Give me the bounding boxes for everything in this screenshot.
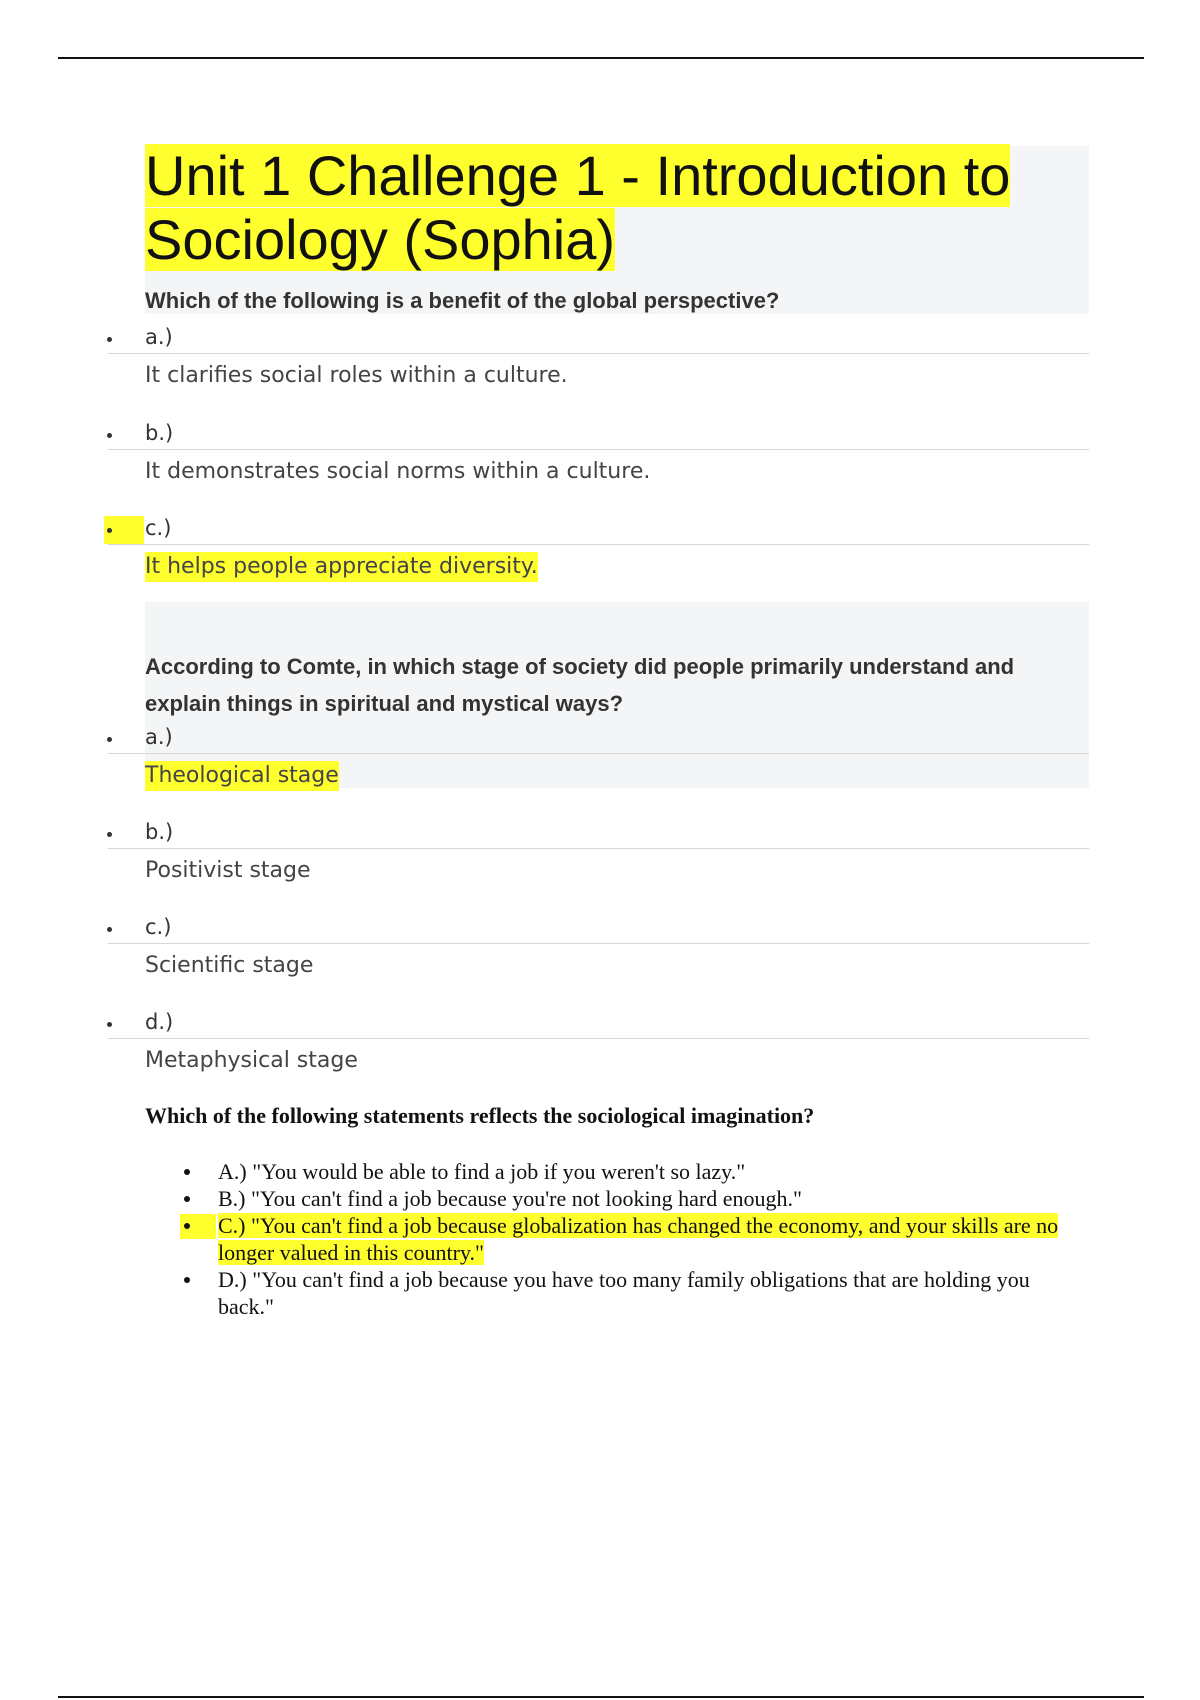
q1-option-a[interactable] (0, 323, 1200, 413)
q1-option-b[interactable] (0, 419, 1200, 509)
header-rule (58, 57, 1144, 59)
document-title-text: Unit 1 Challenge 1 - Introduction to Sociology (Sophia) (145, 144, 1011, 271)
option-text: It demonstrates social norms within a culture. (145, 459, 651, 484)
q3-option-a[interactable] (182, 1158, 1082, 1185)
option-letter: b.) (145, 421, 174, 445)
option-text: C.) "You can't find a job because globalization has changed the economy, and your skills are no longer valued in this country." (218, 1213, 1059, 1265)
bullet-icon (107, 337, 112, 342)
q3-option-d[interactable] (182, 1266, 1082, 1320)
option-letter: b.) (145, 820, 174, 844)
bullet-icon (184, 1223, 190, 1229)
q3-option-c[interactable] (182, 1212, 1082, 1266)
bullet-icon (184, 1277, 190, 1283)
option-text: Theological stage (145, 761, 339, 791)
option-text: D.) "You can't find a job because you have too many family obligations that are holding you back." (218, 1267, 1030, 1319)
option-divider (108, 544, 1089, 545)
option-text: It helps people appreciate diversity. (145, 552, 538, 582)
option-letter: d.) (145, 1010, 174, 1034)
bullet-icon (107, 832, 112, 837)
option-divider (108, 449, 1089, 450)
q2-option-d[interactable] (0, 1008, 1200, 1098)
bullet-icon (107, 1022, 112, 1027)
option-divider (108, 943, 1089, 944)
q2-option-a[interactable] (0, 723, 1200, 813)
q3-option-b[interactable] (182, 1185, 1082, 1212)
option-letter: a.) (145, 325, 173, 349)
option-letter: c.) (145, 516, 172, 540)
q2-option-b[interactable] (0, 818, 1200, 908)
option-text: Scientific stage (145, 953, 314, 978)
option-divider (108, 753, 1089, 754)
bullet-icon (107, 433, 112, 438)
option-text: Metaphysical stage (145, 1048, 358, 1073)
footer-rule (58, 1696, 1144, 1698)
option-text: B.) "You can't find a job because you're not looking hard enough." (218, 1186, 802, 1211)
option-text: Positivist stage (145, 858, 311, 883)
q2-option-c[interactable] (0, 913, 1200, 1003)
q1-option-c[interactable] (0, 514, 1200, 604)
option-letter: a.) (145, 725, 173, 749)
option-divider (108, 848, 1089, 849)
option-letter: c.) (145, 915, 172, 939)
bullet-icon (184, 1169, 190, 1175)
bullet-icon (107, 737, 112, 742)
option-divider (108, 353, 1089, 354)
question-3-options (182, 1158, 1082, 1320)
document-title (145, 144, 1085, 272)
question-3: Which of the following statements reflects the sociological imagination? (145, 1103, 815, 1128)
question-1: Which of the following is a benefit of the global perspective? (145, 288, 780, 313)
bullet-icon (107, 528, 112, 533)
option-divider (108, 1038, 1089, 1039)
option-text: It clarifies social roles within a culture. (145, 363, 568, 388)
bullet-icon (184, 1196, 190, 1202)
bullet-icon (107, 927, 112, 932)
question-2: According to Comte, in which stage of society did people primarily understand and explain things in spiritual and mystical ways? (145, 654, 1015, 716)
option-text: A.) "You would be able to find a job if you weren't so lazy." (218, 1159, 746, 1184)
